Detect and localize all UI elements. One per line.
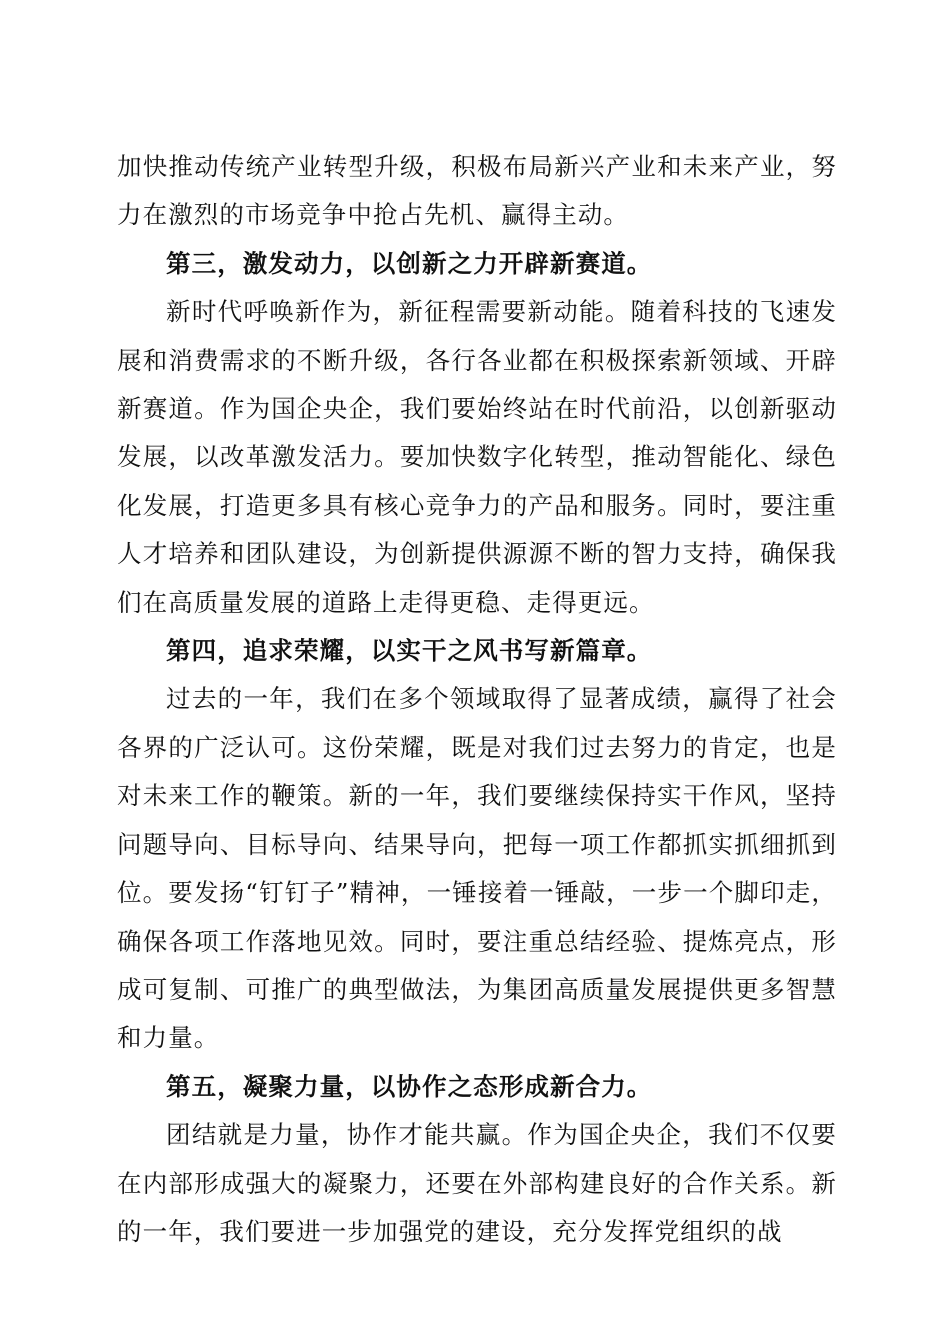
document-body [117,143,837,1256]
paragraph-cooperation: 团结就是力量，协作才能共赢。作为国企央企，我们不仅要在内部形成强大的凝聚力，还要在外部构建良好的合作关系。新的一年，我们要进一步加强党的建设，充分发挥党组织的战 [117,1120,837,1246]
paragraph-innovation: 新时代呼唤新作为，新征程需要新动能。随着科技的飞速发展和消费需求的不断升级，各行各业都在积极探索新领域、开辟新赛道。作为国企央企，我们要始终站在时代前沿，以创新驱动发展，以改革激发活力。要加快数字化转型，推动智能化、绿色化发展，打造更多具有核心竞争力的产品和服务。同时，要注重人才培养和团队建设，为创新提供源源不断的智力支持，确保我们在高质量发展的道路上走得更稳、走得更远。 [117,297,837,617]
section-heading-fifth: 第五，凝聚力量，以协作之态形成新合力。 [166,1071,653,1101]
paragraph-honor: 过去的一年，我们在多个领域取得了显著成绩，赢得了社会各界的广泛认可。这份荣耀，既是对我们过去努力的肯定，也是对未来工作的鞭策。新的一年，我们要继续保持实干作风，坚持问题导向、目标导向、结果导向，把每一项工作都抓实抓细抓到位。要发扬“钉钉子”精神，一锤接着一锤敲，一步一个脚印走，确保各项工作落地见效。同时，要注重总结经验、提炼亮点，形成可复制、可推广的典型做法，为集团高质量发展提供更多智慧和力量。 [117,684,837,1053]
paragraph-continuation: 加快推动传统产业转型升级，积极布局新兴产业和未来产业，努力在激烈的市场竞争中抢占先机、赢得主动。 [117,152,837,230]
section-heading-third: 第三，激发动力，以创新之力开辟新赛道。 [166,248,653,278]
section-heading-fourth: 第四，追求荣耀，以实干之风书写新篇章。 [166,636,653,666]
